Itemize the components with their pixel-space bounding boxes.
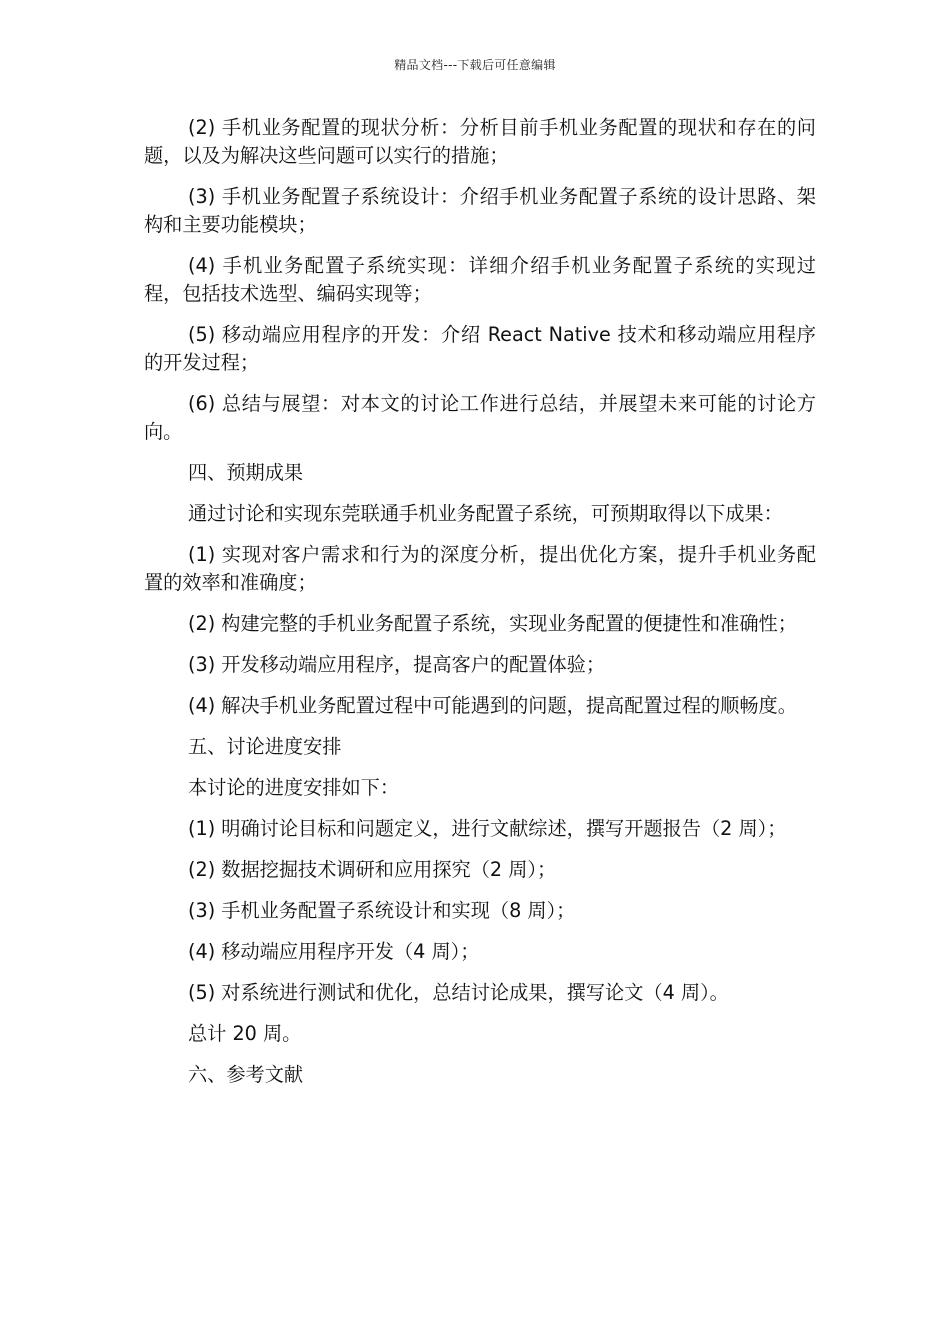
paragraph-summary-outlook: (6) 总结与展望：对本文的讨论工作进行总结，并展望未来可能的讨论方向。: [144, 392, 816, 443]
section-heading-schedule: 五、讨论进度安排: [188, 735, 342, 758]
page-header: 精品文档---下载后可任意编辑: [394, 58, 556, 72]
list-item-result-2: (2) 构建完整的手机业务配置子系统，实现业务配置的便捷性和准确性；: [188, 612, 797, 635]
paragraph-subsystem-design: (3) 手机业务配置子系统设计：介绍手机业务配置子系统的设计思路、架构和主要功能模块；: [144, 185, 816, 236]
list-item-schedule-5: (5) 对系统进行测试和优化，总结讨论成果，撰写论文（4 周）。: [188, 981, 729, 1004]
paragraph-mobile-app-development: (5) 移动端应用程序的开发：介绍 React Native 技术和移动端应用程序的开发过程；: [144, 323, 816, 374]
paragraph-expected-results-intro: 通过讨论和实现东莞联通手机业务配置子系统，可预期取得以下成果：: [188, 502, 783, 525]
list-item-schedule-2: (2) 数据挖掘技术调研和应用探究（2 周）；: [188, 858, 557, 881]
paragraph-current-status-analysis: (2) 手机业务配置的现状分析：分析目前手机业务配置的现状和存在的问题，以及为解决这些问题可以实行的措施；: [144, 116, 816, 167]
list-item-result-4: (4) 解决手机业务配置过程中可能遇到的问题，提高配置过程的顺畅度。: [188, 694, 797, 717]
list-item-schedule-1: (1) 明确讨论目标和问题定义，进行文献综述，撰写开题报告（2 周）；: [188, 817, 787, 840]
document-body: [144, 114, 816, 1102]
list-item-result-3: (3) 开发移动端应用程序，提高客户的配置体验；: [188, 653, 606, 676]
paragraph-schedule-total: 总计 20 周。: [188, 1022, 302, 1045]
section-heading-references: 六、参考文献: [188, 1063, 304, 1086]
list-item-schedule-3: (3) 手机业务配置子系统设计和实现（8 周）；: [188, 899, 576, 922]
paragraph-schedule-intro: 本讨论的进度安排如下：: [188, 776, 400, 799]
paragraph-subsystem-implementation: (4) 手机业务配置子系统实现：详细介绍手机业务配置子系统的实现过程，包括技术选型、编码实现等；: [144, 254, 816, 305]
list-item-result-1: (1) 实现对客户需求和行为的深度分析，提出优化方案，提升手机业务配置的效率和准确度；: [144, 543, 816, 594]
section-heading-expected-results: 四、预期成果: [188, 461, 304, 484]
list-item-schedule-4: (4) 移动端应用程序开发（4 周）；: [188, 940, 480, 963]
